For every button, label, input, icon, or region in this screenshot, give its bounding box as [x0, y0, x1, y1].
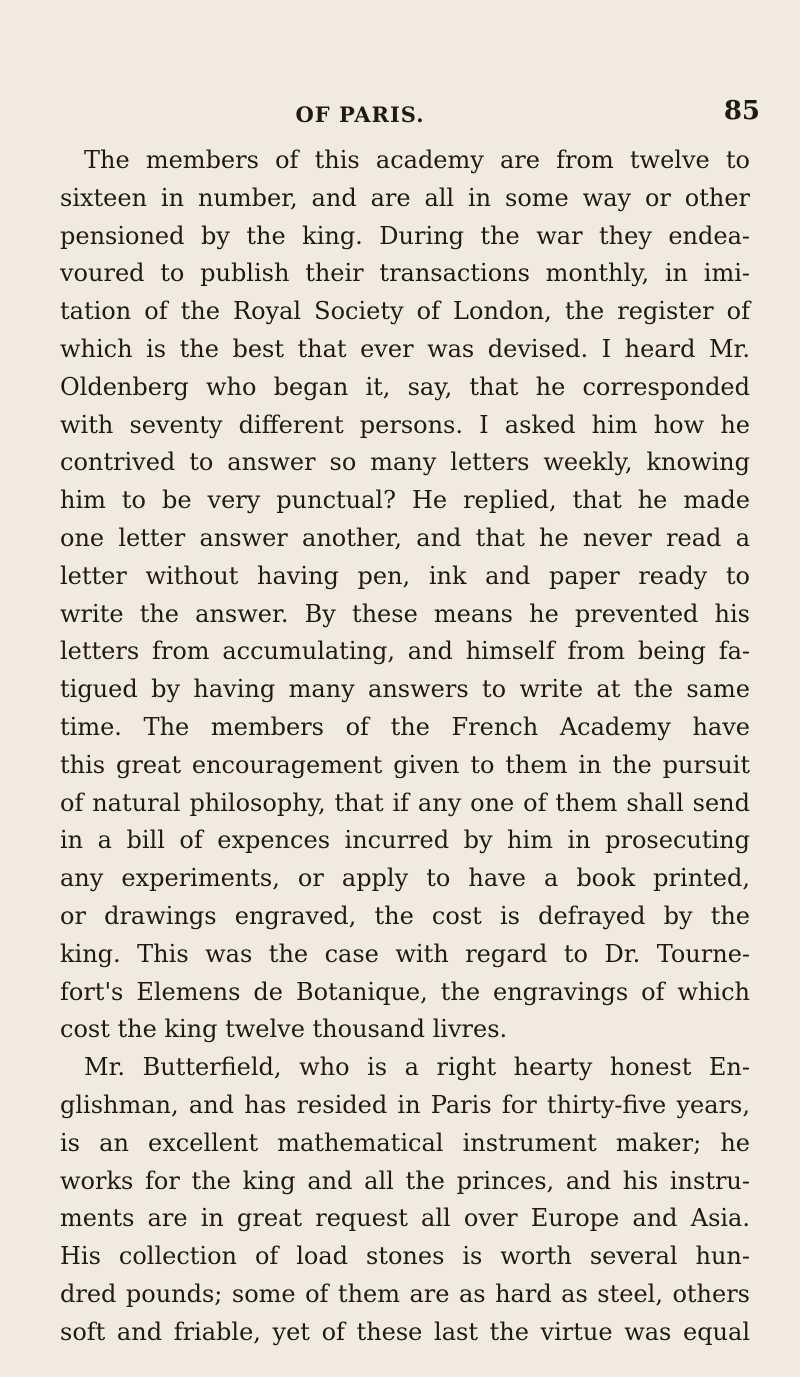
text-line: glishman, and has resided in Paris for thirty-five years,: [60, 1090, 750, 1119]
text-line: pensioned by the king. During the war they endea-: [60, 221, 750, 250]
text-line: Mr. Butterfield, who is a right hearty honest En-: [84, 1053, 750, 1082]
text-line: Oldenberg who began it, say, that he corresponded: [60, 372, 750, 401]
text-line: time. The members of the French Academy have: [60, 712, 750, 741]
text-line: in a bill of expences incurred by him in prosecuting: [60, 826, 750, 855]
text-line: letters from accumulating, and himself from being fa-: [60, 637, 750, 666]
text-line: any experiments, or apply to have a book printed,: [60, 864, 750, 893]
running-head-title: OF PARIS.: [295, 102, 425, 127]
text-line: cost the king twelve thousand livres.: [60, 1015, 508, 1044]
text-line: king. This was the case with regard to Dr. Tourne-: [60, 939, 750, 968]
text-line: dred pounds; some of them are as hard as steel, others: [60, 1279, 750, 1308]
text-line: ments are in great request all over Europe and Asia.: [60, 1204, 750, 1233]
text-line: tigued by having many answers to write at the same: [60, 675, 750, 704]
text-line: which is the best that ever was devised. I heard Mr.: [60, 334, 750, 363]
text-line: is an excellent mathematical instrument maker; he: [60, 1128, 750, 1157]
text-line: fort's Elemens de Botanique, the engravings of which: [60, 977, 750, 1006]
text-line: with seventy different persons. I asked him how he: [60, 410, 750, 439]
text-line: tation of the Royal Society of London, the register of: [60, 297, 750, 326]
text-line: sixteen in number, and are all in some way or other: [60, 183, 750, 212]
text-line: His collection of load stones is worth several hun-: [60, 1242, 750, 1271]
text-line: write the answer. By these means he prevented his: [60, 599, 750, 628]
text-line: works for the king and all the princes, and his instru-: [60, 1166, 750, 1195]
text-line: soft and friable, yet of these last the virtue was equal: [60, 1317, 750, 1346]
text-line: voured to publish their transactions monthly, in imi-: [60, 259, 750, 288]
text-line: of natural philosophy, that if any one of them shall send: [60, 788, 750, 817]
text-line: contrived to answer so many letters weekly, knowing: [60, 448, 750, 477]
text-line: or drawings engraved, the cost is defrayed by the: [60, 901, 750, 930]
text-line: The members of this academy are from twelve to: [84, 146, 750, 174]
text-line: him to be very punctual? He replied, that he made: [60, 486, 750, 515]
page-number: 85: [723, 96, 760, 126]
text-line: this great encouragement given to them in the pursuit: [60, 750, 750, 779]
text-line: one letter answer another, and that he never read a: [60, 523, 750, 552]
running-head: [60, 96, 760, 136]
body-text: [60, 142, 750, 1352]
text-line: letter without having pen, ink and paper ready to: [60, 561, 750, 590]
